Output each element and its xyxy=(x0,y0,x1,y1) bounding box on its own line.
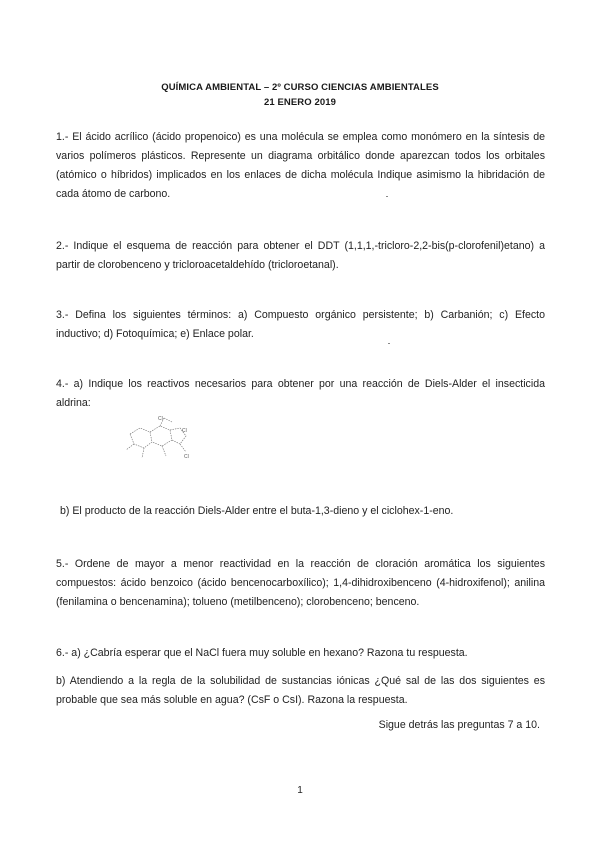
question-4a: 4.- a) Indique los reactivos necesarios para obtener por una reacción de Diels-Alder el insecticida aldrina: xyxy=(56,378,545,409)
bond xyxy=(180,444,186,452)
exam-title: QUÍMICA AMBIENTAL – 2º CURSO CIENCIAS AMBIENTALES xyxy=(161,82,439,93)
page-number: 1 xyxy=(297,785,303,796)
question-3: 3.- Defina los siguientes términos: a) Compuesto orgánico persistente; b) Carbanión; c) Efecto inductivo; d) Fotoquímica; e) Enlace polar. xyxy=(56,309,545,340)
scan-speck xyxy=(388,343,390,344)
question-5: 5.- Ordene de mayor a menor reactividad en la reacción de cloración aromática los siguientes compuestos: ácido benzoico (ácido bencenocarboxílico); 1,4-dihidroxibenceno (4-hidroxifenol); anilina (fenilamina o bencenamina); tolueno (metilbenceno); clorobenceno; benceno. xyxy=(56,558,545,608)
aldrin-structure-figure xyxy=(122,414,200,472)
atom-label: Cl xyxy=(158,416,163,422)
question-2: 2.- Indique el esquema de reacción para obtener el DDT (1,1,1,-tricloro-2,2-bis(p-clorofenil)etano) a partir de clorobenceno y tricloroacetaldehído (tricloroetanal). xyxy=(56,240,545,271)
atom-label: Cl xyxy=(182,428,187,434)
continuation-note: Sigue detrás las preguntas 7 a 10. xyxy=(378,719,540,731)
ring-bond xyxy=(150,426,172,446)
atom-label: Cl xyxy=(184,454,189,460)
question-6a: 6.- a) ¿Cabría esperar que el NaCl fuera muy soluble en hexano? Razona tu respuesta. xyxy=(56,647,468,659)
bond xyxy=(162,446,166,456)
question-4b: b) El producto de la reacción Diels-Alder entre el buta-1,3-dieno y el ciclohex-1-eno. xyxy=(60,505,454,517)
bond xyxy=(126,444,134,450)
bond xyxy=(142,448,144,458)
question-6b: b) Atendiendo a la regla de la solubilidad de sustancias iónicas ¿Qué sal de las dos siguientes es probable que sea más soluble en agua? (CsF o CsI). Razona la respuesta. xyxy=(56,675,545,706)
ring-bond xyxy=(130,428,152,448)
exam-date: 21 ENERO 2019 xyxy=(263,97,337,108)
scan-speck xyxy=(386,196,388,197)
bridge-bond xyxy=(164,418,172,422)
question-1: 1.- El ácido acrílico (ácido propenoico) es una molécula se emplea como monómero en la síntesis de varios polímeros plásticos. Represente un diagrama orbitálico donde aparezcan todos los orbitales (atómico o híbridos) implicados en los enlaces de dicha molécula Indique asimismo la hibridación de cada átomo de carbono. xyxy=(56,131,545,200)
